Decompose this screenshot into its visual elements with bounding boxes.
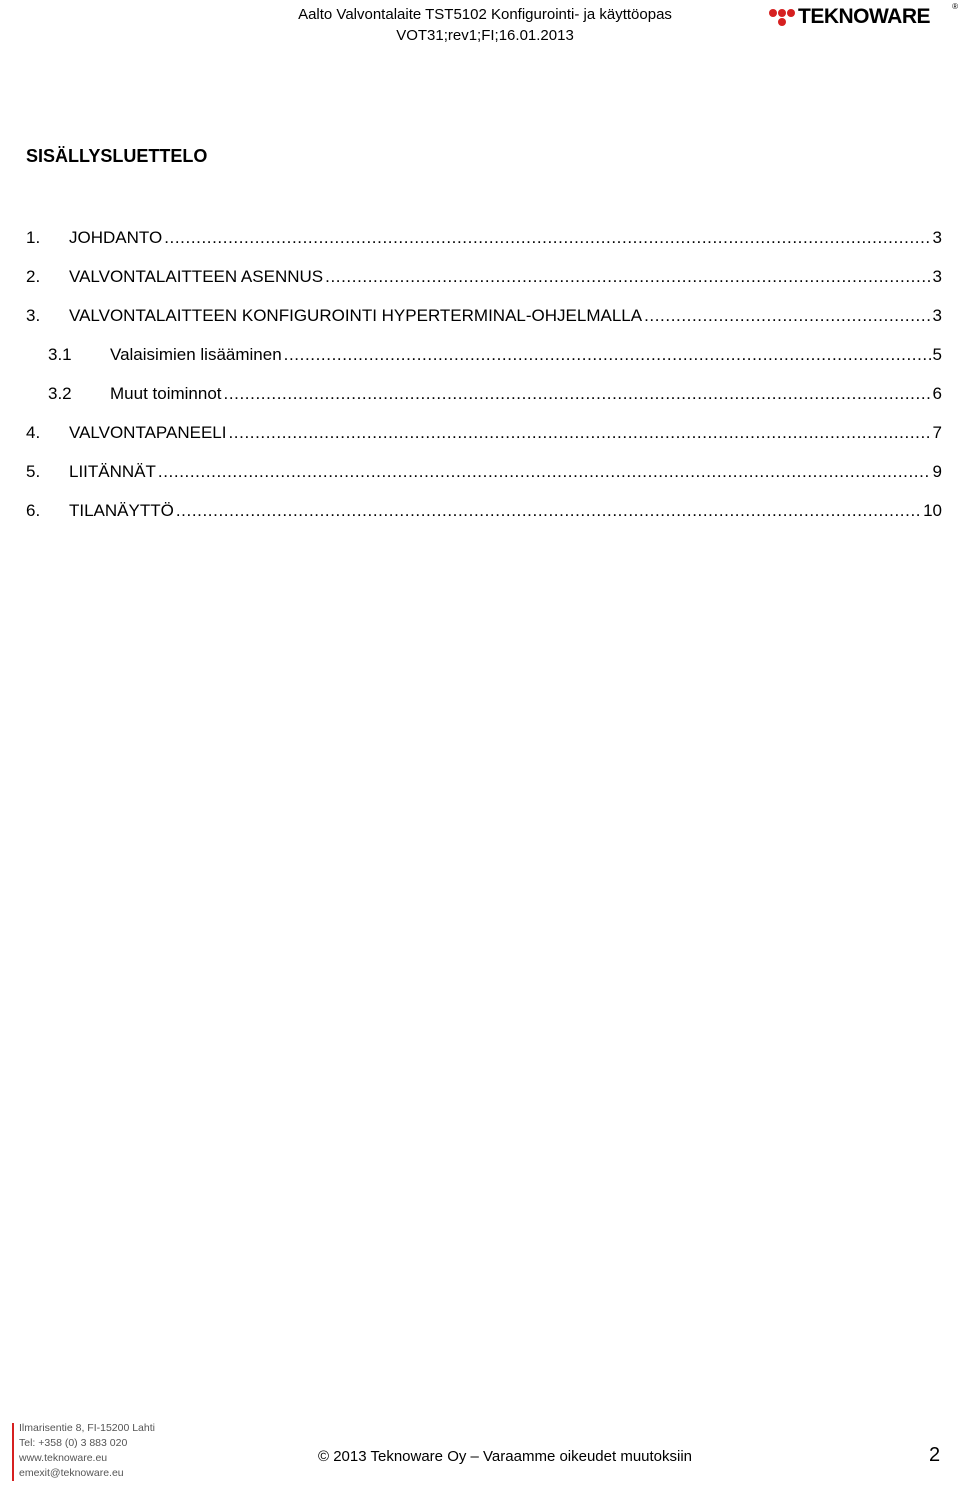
toc-entry[interactable] <box>26 227 942 266</box>
toc-dot-leader <box>325 266 930 288</box>
teknoware-logo <box>768 4 958 30</box>
toc-entry-label: VALVONTALAITTEEN ASENNUS <box>69 267 324 286</box>
toc-entry-label: VALVONTALAITTEEN KONFIGUROINTI HYPERTERMINAL-OHJELMALLA <box>69 306 643 325</box>
toc-entry-page: 3 <box>932 306 942 325</box>
toc-title: SISÄLLYSLUETTELO <box>26 146 208 166</box>
toc-dot-leader <box>224 383 931 405</box>
toc-entry-number: 4. <box>26 423 41 442</box>
toc-entry[interactable] <box>26 461 942 500</box>
toc-entry[interactable] <box>26 266 942 305</box>
toc-entry-number: 1. <box>26 228 41 247</box>
document-revision: VOT31;rev1;FI;16.01.2013 <box>396 27 574 44</box>
logo-wordmark: TEKNOWARE <box>798 5 930 28</box>
toc-entry-number: 5. <box>26 462 41 481</box>
toc-entry[interactable] <box>26 344 942 383</box>
toc-dot-leader <box>176 500 921 522</box>
toc-dot-leader <box>164 227 930 249</box>
toc-entry-number: 3.2 <box>48 384 72 403</box>
footer-copyright: © 2013 Teknoware Oy – Varaamme oikeudet muutoksiin <box>318 1448 693 1465</box>
toc-entry-page: 6 <box>932 384 942 403</box>
address-street: Ilmarisentie 8, FI-15200 Lahti <box>19 1422 155 1434</box>
toc-entry-page: 5 <box>932 345 942 364</box>
toc-entry-label: Valaisimien lisääminen <box>110 345 282 364</box>
toc-entry-label: Muut toiminnot <box>110 384 222 403</box>
address-phone: Tel: +358 (0) 3 883 020 <box>19 1437 128 1449</box>
toc-entry[interactable] <box>26 422 942 461</box>
toc-entry-page: 9 <box>932 462 942 481</box>
toc-entry-page: 3 <box>932 228 942 247</box>
logo-dots-icon <box>768 4 798 30</box>
toc-entry-number: 2. <box>26 267 41 286</box>
toc-dot-leader <box>644 305 930 327</box>
toc-entry-page: 10 <box>923 501 942 520</box>
toc-entry-number: 3. <box>26 306 41 325</box>
footer-address <box>10 1421 170 1483</box>
toc-entry[interactable] <box>26 500 942 539</box>
toc-dot-leader <box>158 461 931 483</box>
toc-entry[interactable] <box>26 383 942 422</box>
address-accent-bar <box>12 1423 14 1481</box>
toc-entry-label: TILANÄYTTÖ <box>69 501 174 520</box>
address-website: www.teknoware.eu <box>19 1452 108 1464</box>
toc-entry-label: JOHDANTO <box>69 228 163 247</box>
document-header <box>260 4 710 46</box>
toc-entry-page: 7 <box>932 423 942 442</box>
table-of-contents <box>26 227 942 539</box>
toc-entry-number: 6. <box>26 501 41 520</box>
toc-entry-page: 3 <box>932 267 942 286</box>
toc-dot-leader <box>284 344 931 366</box>
toc-entry-label: LIITÄNNÄT <box>69 462 156 481</box>
toc-entry[interactable] <box>26 305 942 344</box>
document-title: Aalto Valvontalaite TST5102 Konfigurointi- ja käyttöopas <box>298 6 672 23</box>
toc-entry-number: 3.1 <box>48 345 72 364</box>
toc-dot-leader <box>228 422 930 444</box>
toc-entry-label: VALVONTAPANEELI <box>69 423 227 442</box>
address-email: emexit@teknoware.eu <box>19 1467 124 1479</box>
registered-mark: ® <box>952 2 958 11</box>
page-number: 2 <box>929 1444 941 1466</box>
